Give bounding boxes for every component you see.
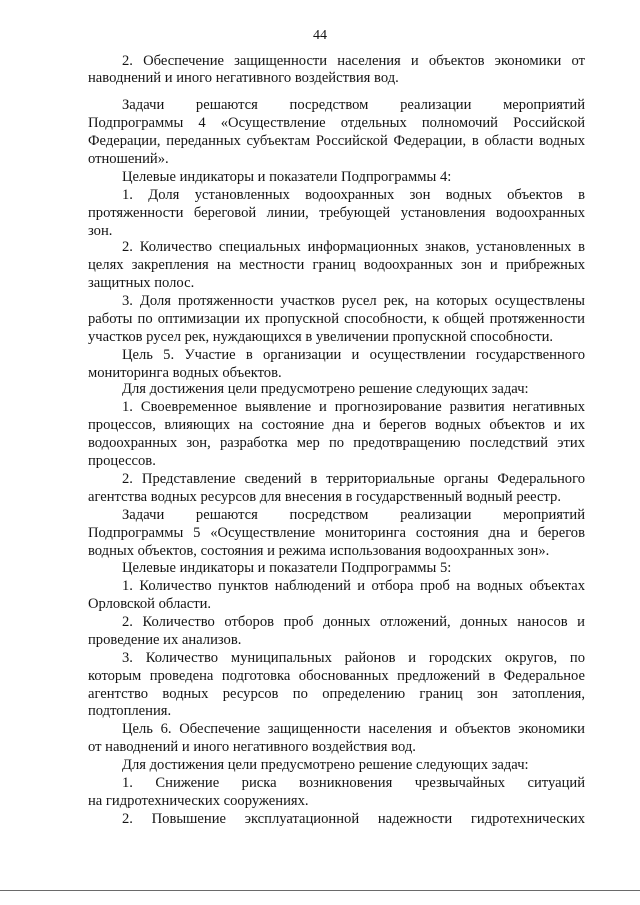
text-line: участков русел рек, нуждающихся в увеличении пропускной способности. bbox=[88, 329, 554, 345]
text-line: 1. Своевременное выявление и прогнозирование развития негативных bbox=[122, 399, 585, 415]
text-line: Федерации, переданных субъектам Российской Федерации, в области водных bbox=[88, 133, 585, 149]
text-line: работы по оптимизации их пропускной способности, к общей протяженности bbox=[88, 311, 585, 327]
text-line: агентство водных ресурсов по определению границ зон затопления, bbox=[88, 686, 585, 702]
text-line: Цель 6. Обеспечение защищенности населения и объектов экономики bbox=[122, 721, 585, 737]
text-line: целях закрепления на местности границ водоохранных зон и прибрежных bbox=[88, 257, 585, 273]
text-line: Подпрограммы 5 «Осуществление мониторинга состояния дна и берегов bbox=[88, 525, 585, 541]
text-line: агентства водных ресурсов для внесения в государственный водный реестр. bbox=[88, 489, 561, 505]
text-line: протяженности береговой линии, требующей установления водоохранных bbox=[88, 205, 585, 221]
text-line: на гидротехнических сооружениях. bbox=[88, 793, 309, 809]
text-line: подтопления. bbox=[88, 703, 172, 719]
text-line: наводнений и иного негативного воздействия вод. bbox=[88, 70, 399, 86]
text-line: Целевые индикаторы и показатели Подпрограммы 5: bbox=[122, 560, 452, 576]
text-line: 1. Доля установленных водоохранных зон водных объектов в bbox=[122, 187, 585, 203]
text-line: Орловской области. bbox=[88, 596, 212, 612]
text-line: Для достижения цели предусмотрено решение следующих задач: bbox=[122, 381, 529, 397]
text-line: 2. Количество специальных информационных знаков, установленных в bbox=[122, 239, 585, 255]
text-line: проведение их анализов. bbox=[88, 632, 242, 648]
text-line: водных объектов, состояния и режима использования водоохранных зон». bbox=[88, 543, 550, 559]
text-line: Целевые индикаторы и показатели Подпрограммы 4: bbox=[122, 169, 452, 185]
text-line: Задачи решаются посредством реализации мероприятий bbox=[122, 97, 585, 113]
text-line: Цель 5. Участие в организации и осуществлении государственного bbox=[122, 347, 585, 363]
text-line: защитных полос. bbox=[88, 275, 195, 291]
text-line: 3. Доля протяженности участков русел рек, на которых осуществлены bbox=[122, 293, 585, 309]
text-line: Задачи решаются посредством реализации мероприятий bbox=[122, 507, 585, 523]
text-line: 2. Повышение эксплуатационной надежности гидротехнических bbox=[122, 811, 585, 827]
text-line: Для достижения цели предусмотрено решение следующих задач: bbox=[122, 757, 529, 773]
text-line: 2. Количество отборов проб донных отложений, донных наносов и bbox=[122, 614, 585, 630]
text-line: процессов. bbox=[88, 453, 156, 469]
text-line: 1. Количество пунктов наблюдений и отбора проб на водных объектах bbox=[122, 578, 585, 594]
text-line: 2. Обеспечение защищенности населения и объектов экономики от bbox=[122, 53, 585, 69]
text-line: мониторинга водных объектов. bbox=[88, 365, 282, 381]
text-line: зон. bbox=[88, 223, 113, 239]
text-line: водоохранных зон, разработка мер по предотвращению последствий этих bbox=[88, 435, 585, 451]
page-edge-line bbox=[0, 890, 640, 891]
text-line: отношений». bbox=[88, 151, 169, 167]
text-line: которым проведена подготовка обоснованных предложений в Федеральное bbox=[88, 668, 585, 684]
text-line: 2. Представление сведений в территориальные органы Федерального bbox=[122, 471, 585, 487]
text-line: Подпрограммы 4 «Осуществление отдельных полномочий Российской bbox=[88, 115, 585, 131]
text-line: 3. Количество муниципальных районов и городских округов, по bbox=[122, 650, 585, 666]
text-line: процессов, влияющих на состояние дна и берегов водных объектов и их bbox=[88, 417, 585, 433]
text-line: от наводнений и иного негативного воздействия вод. bbox=[88, 739, 416, 755]
page-number: 44 bbox=[313, 28, 327, 43]
text-line: 1. Снижение риска возникновения чрезвычайных ситуаций bbox=[122, 775, 585, 791]
